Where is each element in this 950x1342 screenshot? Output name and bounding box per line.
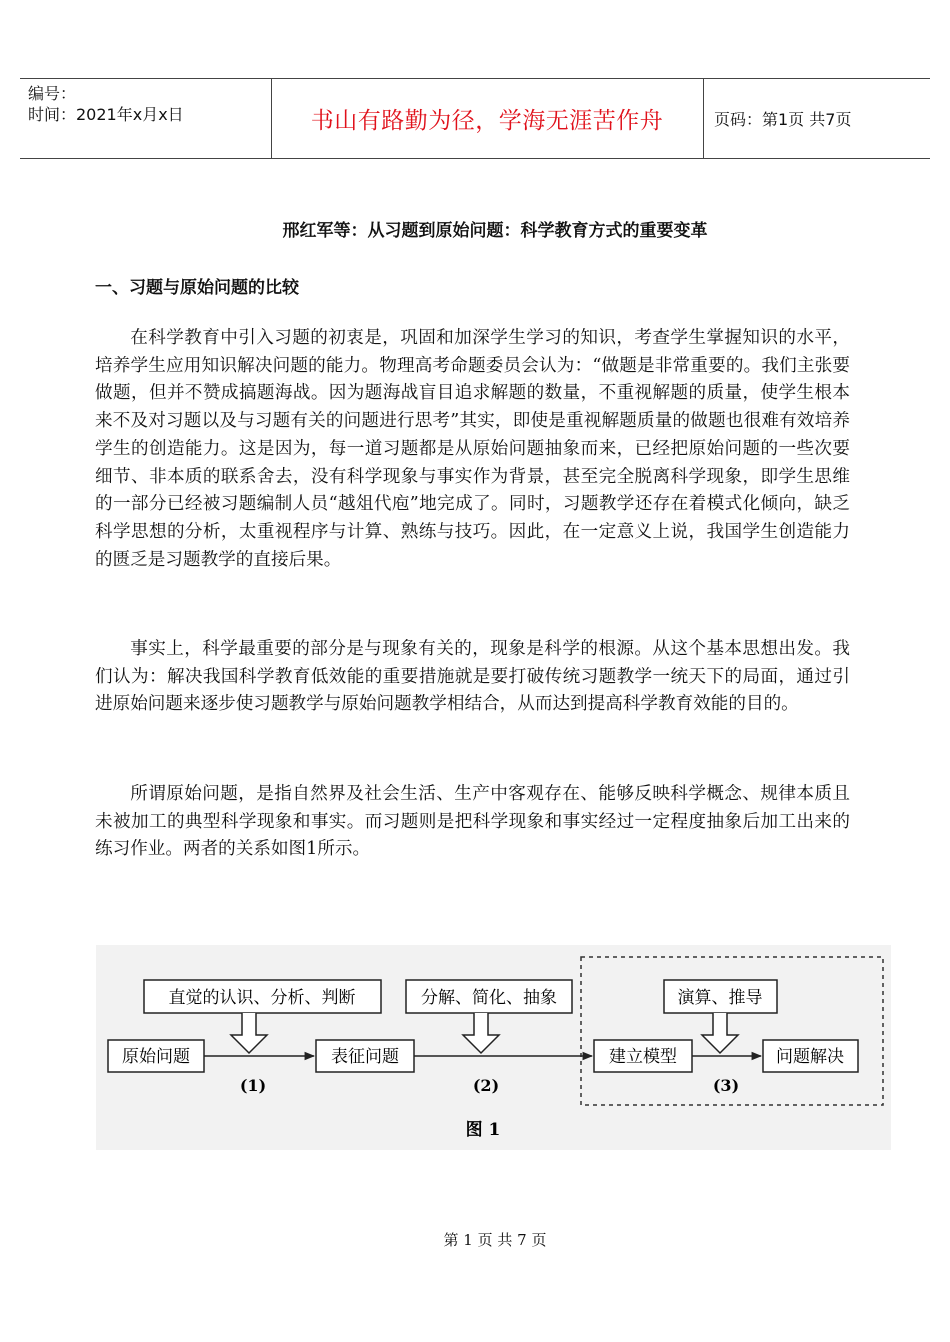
header-page-label: 页码：第1页 共7页	[714, 110, 852, 129]
step-label: (1)	[239, 1076, 267, 1095]
header-table	[20, 78, 930, 159]
box-model-label: 建立模型	[609, 1047, 677, 1067]
step-label: (2)	[472, 1076, 500, 1095]
number-label: 编号：	[28, 84, 77, 103]
figure-caption: 图 1	[465, 1120, 501, 1140]
box-represent-label: 表征问题	[331, 1047, 399, 1067]
header-divider	[703, 79, 704, 158]
header-meta	[28, 83, 254, 125]
paragraph: 在科学教育中引入习题的初衷是，巩固和加深学生学习的知识，考查学生掌握知识的水平，培养学生应用知识解决问题的能力。物理高考命题委员会认为：“做题是非常重要的。我们主张要做题，但并不赞成搞题海战。因为题海战盲目追求解题的数量，不重视解题的质量，使学生根本来不及对习题以及与习题有关的问题进行思考”其实，即使是重视解题质量的做题也很难有效培养学生的创造能力。这是因为，每一道习题都是从原始问题抽象而来，已经把原始问题的一些次要细节、非本质的联系舍去，没有科学现象与事实作为背景，甚至完全脱离科学现象，即学生思维的一部分已经被习题编制人员“越俎代庖”地完成了。同时，习题教学还存在着模式化倾向，缺乏科学思想的分析，太重视程序与计算、熟练与技巧。因此，在一定意义上说，我国学生创造能力的匮乏是习题教学的直接后果。	[95, 328, 850, 570]
box-intuition-label: 直觉的认识、分析、判断	[168, 988, 356, 1008]
paragraph: 所谓原始问题，是指自然界及社会生活、生产中客观存在、能够反映科学概念、规律本质且未被加工的典型科学现象和事实。而习题则是把科学现象和事实经过一定程度抽象后加工出来的练习作业。两者的关系如图1所示。	[95, 784, 850, 860]
box-decompose-label: 分解、简化、抽象	[421, 988, 557, 1008]
document-title: 邢红军等：从习题到原始问题：科学教育方式的重要变革	[282, 221, 708, 241]
box-original-label: 原始问题	[122, 1047, 190, 1067]
box-derive-label: 演算、推导	[677, 988, 763, 1008]
down-arrow	[463, 1013, 499, 1053]
flow-diagram	[96, 945, 891, 1150]
paragraph: 事实上，科学最重要的部分是与现象有关的，现象是科学的根源。从这个基本思想出发。我们认为：解决我国科学教育低效能的重要措施就是要打破传统习题教学一统天下的局面，通过引进原始问题来逐步使习题教学与原始问题教学相结合，从而达到提高科学教育效能的目的。	[95, 639, 850, 715]
time-label: 时间：2021年x月x日	[28, 105, 184, 124]
section-heading: 一、习题与原始问题的比较	[95, 278, 299, 298]
figure-1	[96, 945, 891, 1150]
box-solve-label: 问题解决	[776, 1047, 844, 1067]
page-footer: 第 1 页 共 7 页	[443, 1231, 547, 1249]
step-label: (3)	[712, 1076, 740, 1095]
down-arrow	[231, 1013, 267, 1053]
down-arrow	[702, 1013, 738, 1053]
header-motto: 书山有路勤为径，学海无涯苦作舟	[310, 108, 664, 134]
